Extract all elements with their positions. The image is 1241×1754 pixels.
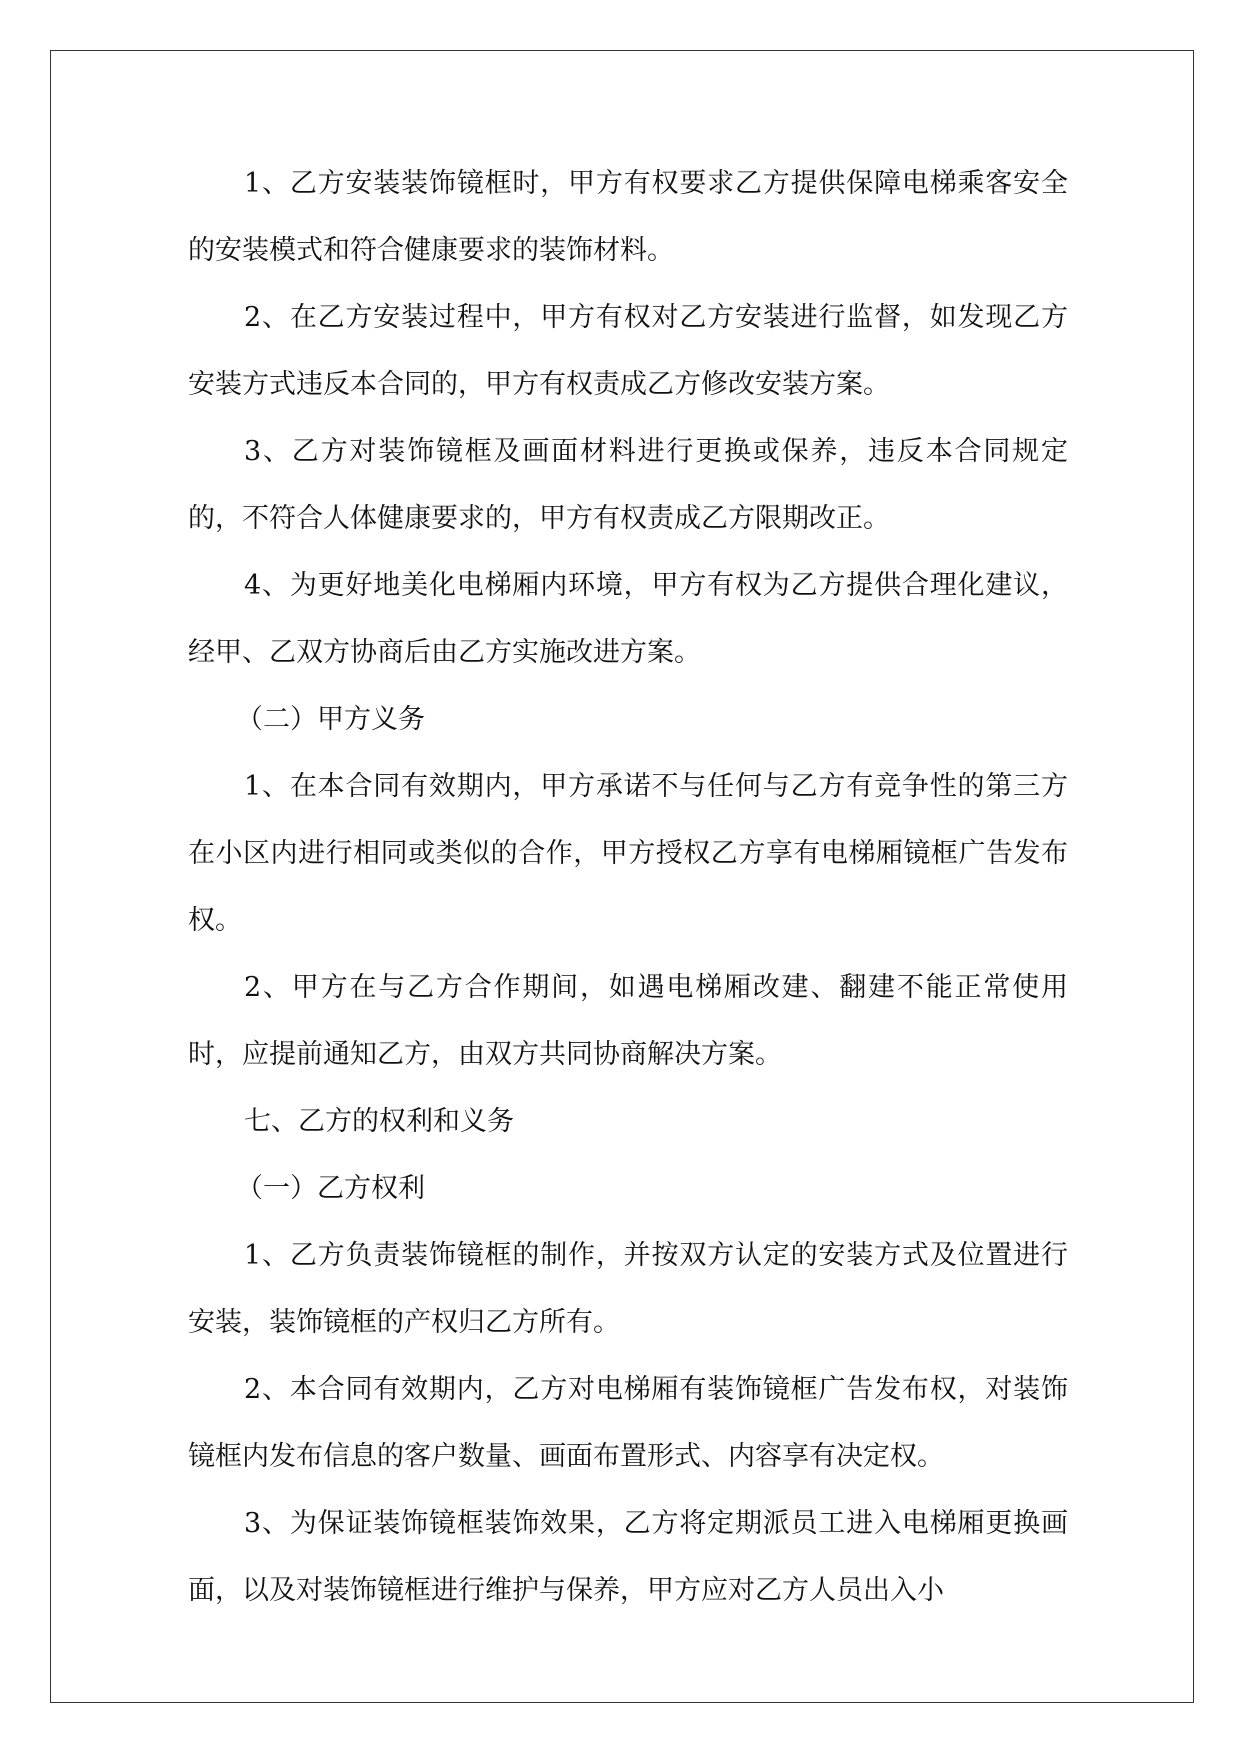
paragraph-obligation-1: 1、在本合同有效期内，甲方承诺不与任何与乙方有竞争性的第三方在小区内进行相同或类似的合作，甲方授权乙方享有电梯厢镜框广告发布权。 [188, 771, 1068, 936]
paragraph-right-4: 4、为更好地美化电梯厢内环境，甲方有权为乙方提供合理化建议，经甲、乙双方协商后由乙方实施改进方案。 [188, 570, 1068, 668]
paragraph-b-right-2: 2、本合同有效期内，乙方对电梯厢有装饰镜框广告发布权，对装饰镜框内发布信息的客户数量、画面布置形式、内容享有决定权。 [188, 1374, 1068, 1472]
paragraph-obligation-2: 2、甲方在与乙方合作期间，如遇电梯厢改建、翻建不能正常使用时，应提前通知乙方，由双方共同协商解决方案。 [188, 972, 1068, 1070]
paragraph-right-1: 1、乙方安装装饰镜框时，甲方有权要求乙方提供保障电梯乘客安全的安装模式和符合健康要求的装饰材料。 [188, 168, 1068, 266]
paragraph-b-right-1: 1、乙方负责装饰镜框的制作，并按双方认定的安装方式及位置进行安装，装饰镜框的产权归乙方所有。 [188, 1240, 1068, 1338]
paragraph-right-3: 3、乙方对装饰镜框及画面材料进行更换或保养，违反本合同规定的，不符合人体健康要求的，甲方有权责成乙方限期改正。 [188, 436, 1068, 534]
section-heading-party-b-rights: （一）乙方权利 [236, 1173, 425, 1204]
paragraph-b-right-3: 3、为保证装饰镜框装饰效果，乙方将定期派员工进入电梯厢更换画面，以及对装饰镜框进行维护与保养，甲方应对乙方人员出入小 [188, 1508, 1068, 1606]
document-body [188, 150, 1068, 1624]
section-heading-party-a-obligations: （二）甲方义务 [236, 704, 425, 735]
paragraph-right-2: 2、在乙方安装过程中，甲方有权对乙方安装进行监督，如发现乙方安装方式违反本合同的，甲方有权责成乙方修改安装方案。 [188, 302, 1068, 400]
section-heading-party-b-rights-obligations: 七、乙方的权利和义务 [244, 1106, 514, 1137]
